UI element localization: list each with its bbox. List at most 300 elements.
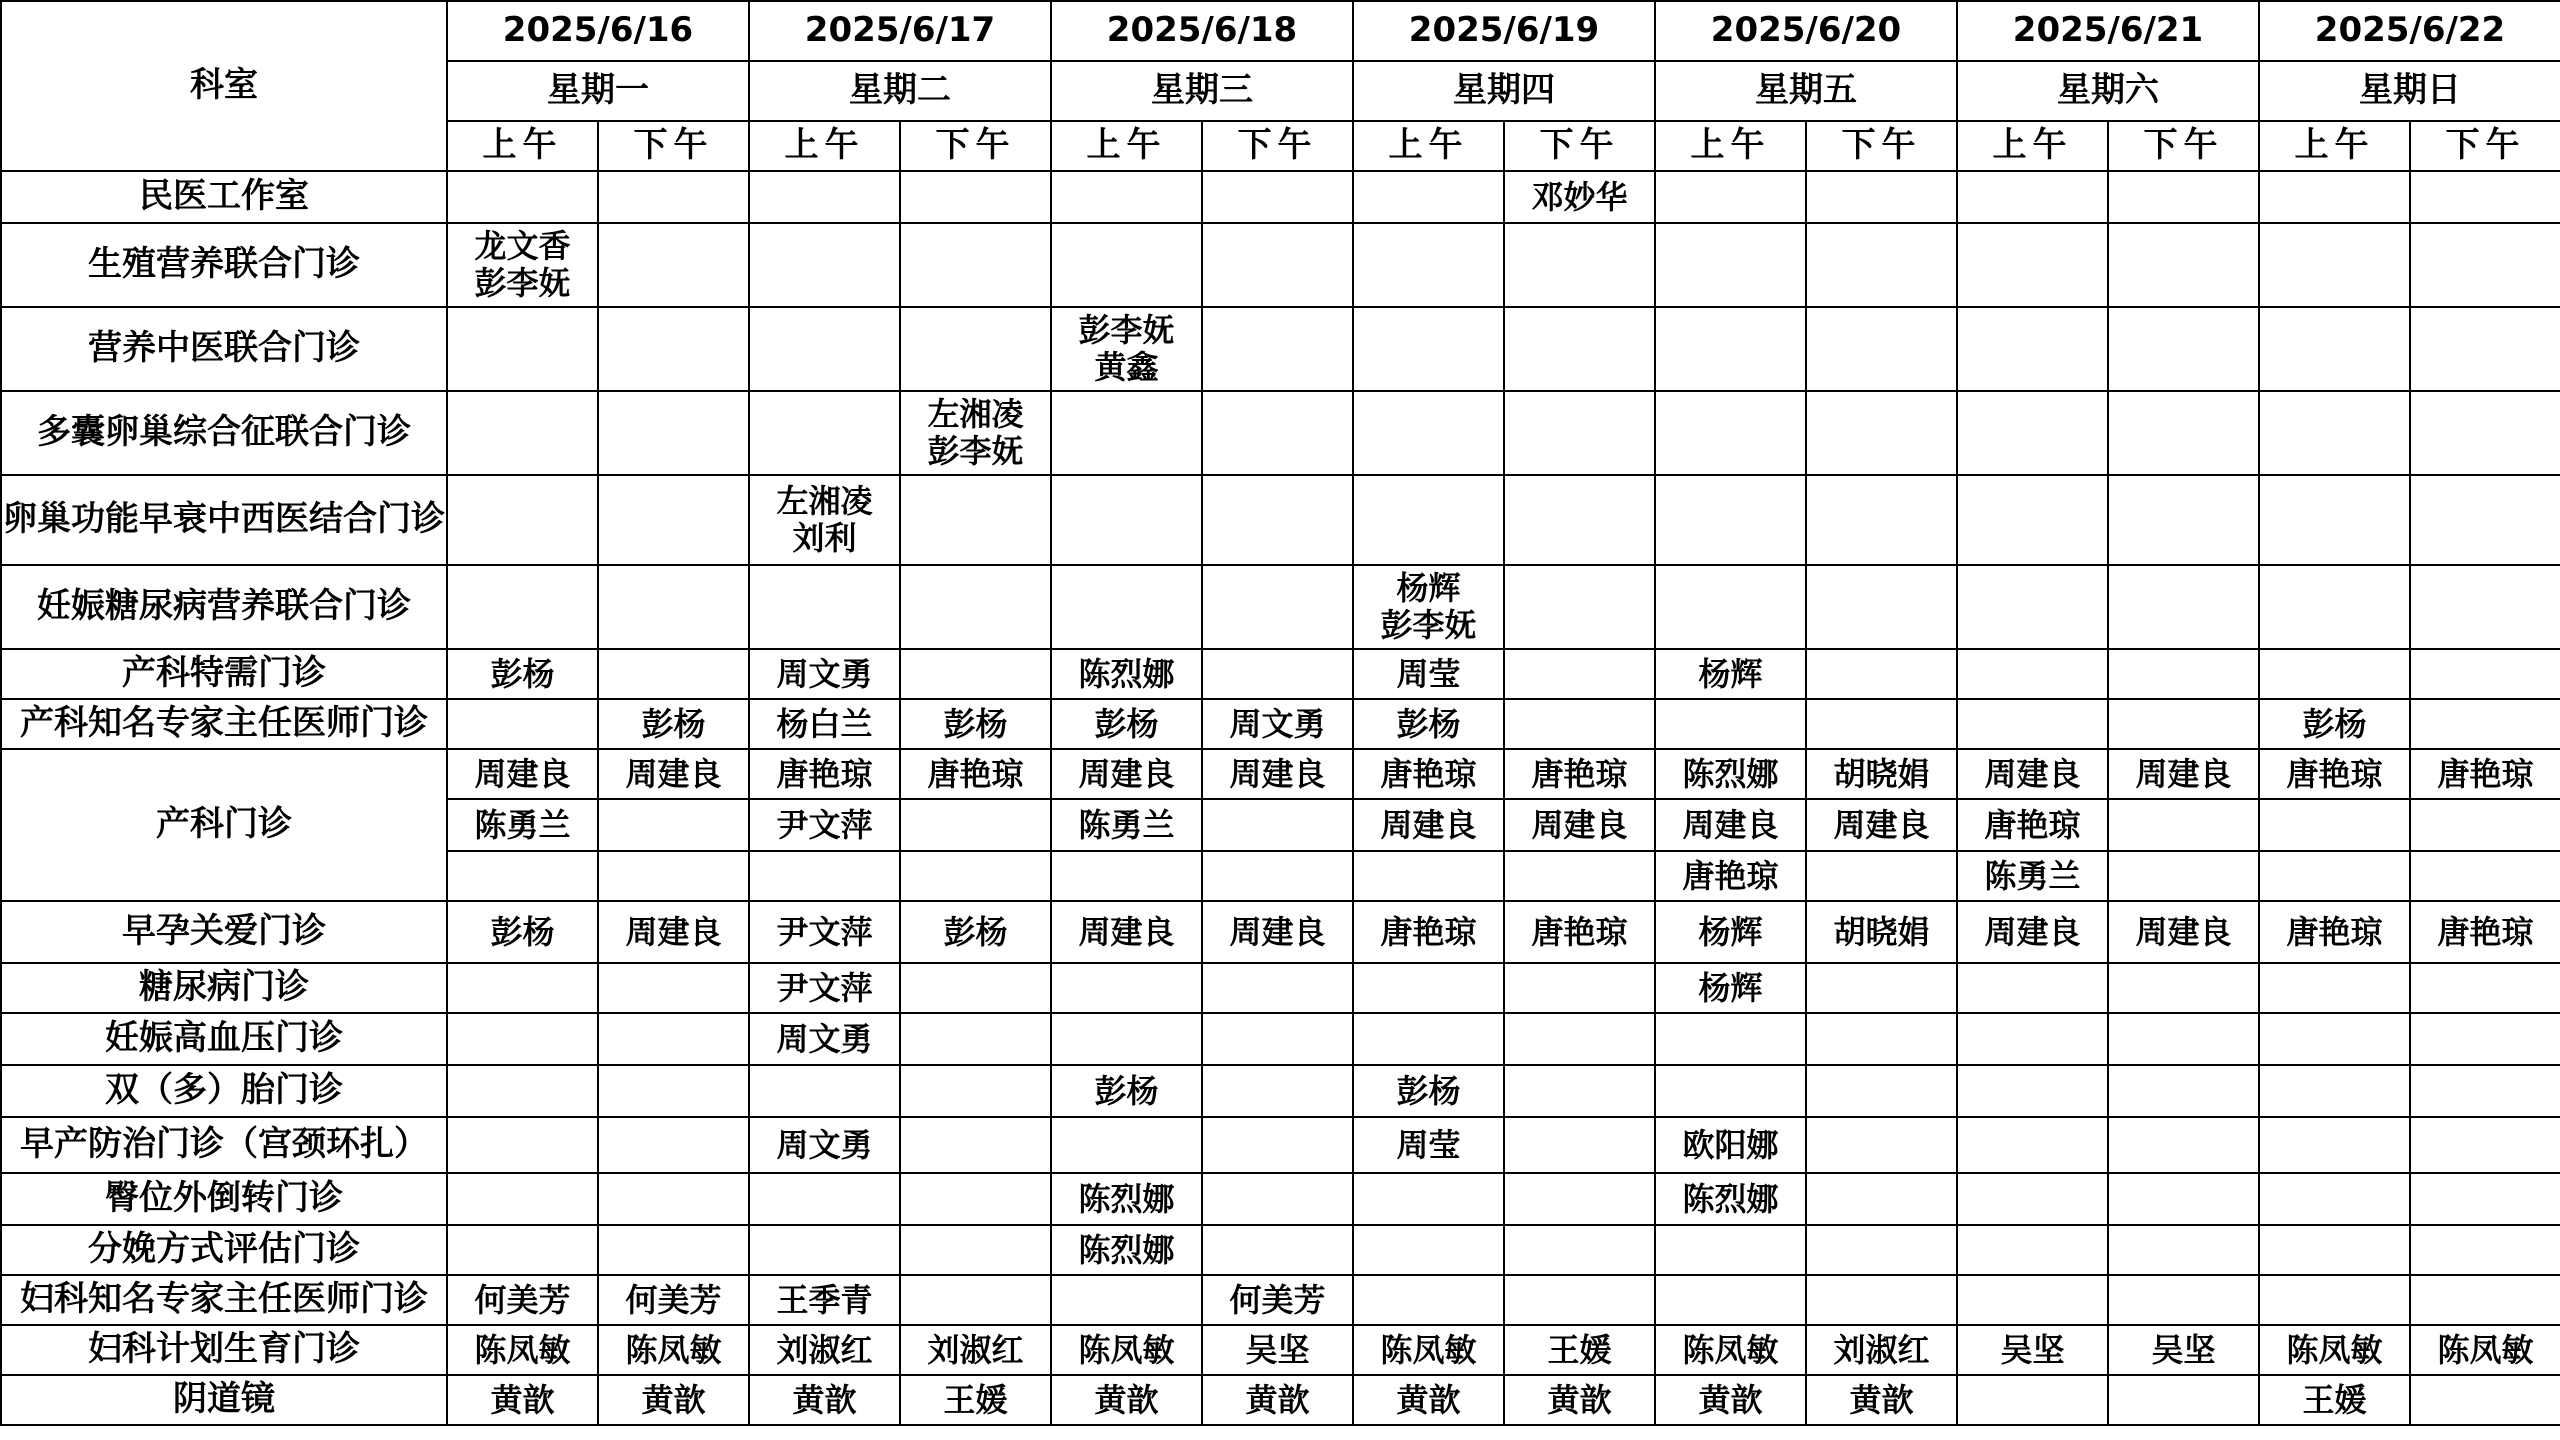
doctor-cell [1051, 223, 1202, 307]
doctor-cell [749, 565, 900, 649]
doctor-cell [2259, 391, 2410, 475]
doctor-name: 周建良 [625, 912, 722, 951]
table-row [1, 171, 2560, 223]
doctor-cell [1051, 963, 1202, 1013]
doctor-name: 唐艳琼 [2437, 912, 2534, 951]
doctor-cell [1655, 565, 1806, 649]
doctor-cell [1353, 223, 1504, 307]
doctor-cell [598, 1173, 749, 1225]
doctor-cell [1353, 1117, 1504, 1173]
doctor-cell [900, 1065, 1051, 1117]
doctor-name: 彭杨 [2302, 704, 2367, 743]
doctor-cell [1202, 565, 1353, 649]
doctor-cell [749, 901, 900, 963]
doctor-cell [2410, 799, 2560, 851]
doctor-name: 唐艳琼 [1984, 805, 2081, 844]
doctor-cell [749, 1173, 900, 1225]
doctor-cell [749, 1275, 900, 1325]
doctor-cell [1504, 963, 1655, 1013]
doctor-cell [2108, 391, 2259, 475]
doctor-cell [2108, 1013, 2259, 1065]
doctor-name: 陈凤敏 [1380, 1330, 1477, 1369]
doctor-cell [2410, 223, 2560, 307]
doctor-cell [749, 799, 900, 851]
doctor-cell [1806, 1117, 1957, 1173]
doctor-cell [1806, 901, 1957, 963]
doctor-cell [2108, 475, 2259, 565]
doctor-cell [900, 391, 1051, 475]
doctor-cell [2259, 1065, 2410, 1117]
doctor-name: 彭杨 [1396, 1071, 1461, 1110]
doctor-name: 陈烈娜 [1078, 1230, 1175, 1269]
doctor-cell [749, 963, 900, 1013]
doctor-cell [2108, 1275, 2259, 1325]
doctor-cell [1504, 565, 1655, 649]
doctor-cell [447, 851, 598, 901]
table-row [1, 699, 2560, 749]
doctor-name: 陈凤敏 [474, 1330, 571, 1369]
doctor-cell [1655, 171, 1806, 223]
doctor-cell [1202, 475, 1353, 565]
table-row [1, 391, 2560, 475]
doctor-cell [1051, 1117, 1202, 1173]
doctor-cell [1202, 1117, 1353, 1173]
table-row [1, 1065, 2560, 1117]
doctor-cell [447, 1117, 598, 1173]
doctor-cell [1202, 901, 1353, 963]
period-pm-header: 下午 [1504, 121, 1655, 171]
doctor-cell [900, 749, 1051, 799]
doctor-cell [1353, 851, 1504, 901]
doctor-cell [900, 699, 1051, 749]
doctor-cell [1806, 851, 1957, 901]
doctor-cell [900, 851, 1051, 901]
doctor-cell [1051, 901, 1202, 963]
period-pm-header: 下午 [1202, 121, 1353, 171]
doctor-cell [749, 649, 900, 699]
weekday-header: 星期四 [1353, 61, 1655, 121]
doctor-name: 何美芳 [625, 1280, 722, 1319]
doctor-cell [2259, 749, 2410, 799]
doctor-cell [1957, 391, 2108, 475]
doctor-name: 彭李妩 [1078, 311, 1175, 350]
doctor-cell [598, 475, 749, 565]
doctor-cell [1504, 1375, 1655, 1425]
doctor-cell [2410, 1117, 2560, 1173]
table-row [1, 963, 2560, 1013]
doctor-name: 周建良 [1984, 912, 2081, 951]
doctor-name: 何美芳 [1229, 1280, 1326, 1319]
doctor-cell [1957, 649, 2108, 699]
doctor-cell [1051, 565, 1202, 649]
doctor-name: 唐艳琼 [1531, 912, 1628, 951]
doctor-name: 周建良 [2135, 912, 2232, 951]
doctor-name: 陈凤敏 [2437, 1330, 2534, 1369]
doctor-cell [1655, 749, 1806, 799]
doctor-cell [1051, 649, 1202, 699]
doctor-cell [2410, 1013, 2560, 1065]
doctor-cell [2410, 1225, 2560, 1275]
department-cell: 生殖营养联合门诊 [1, 223, 447, 307]
doctor-name: 王季青 [776, 1280, 873, 1319]
doctor-name: 左湘凌 [776, 482, 873, 521]
doctor-cell [749, 1325, 900, 1375]
doctor-name: 胡晓娟 [1833, 912, 1930, 951]
doctor-cell [1504, 851, 1655, 901]
doctor-cell [1202, 223, 1353, 307]
doctor-cell [1655, 799, 1806, 851]
dept-header: 科室 [1, 1, 447, 171]
doctor-cell [1051, 799, 1202, 851]
doctor-cell [1957, 749, 2108, 799]
doctor-cell [900, 565, 1051, 649]
doctor-name: 陈凤敏 [1078, 1330, 1175, 1369]
doctor-cell [2410, 699, 2560, 749]
doctor-cell [900, 1275, 1051, 1325]
doctor-cell [2259, 1013, 2410, 1065]
doctor-cell [1957, 223, 2108, 307]
doctor-cell [2108, 963, 2259, 1013]
doctor-cell [1806, 1275, 1957, 1325]
doctor-cell [1655, 307, 1806, 391]
doctor-cell [447, 1013, 598, 1065]
doctor-name: 黄歆 [490, 1380, 555, 1419]
doctor-cell [1806, 749, 1957, 799]
doctor-cell [2410, 963, 2560, 1013]
doctor-name: 周建良 [1229, 754, 1326, 793]
doctor-cell [1806, 565, 1957, 649]
doctor-cell [2410, 1173, 2560, 1225]
doctor-cell [447, 699, 598, 749]
doctor-cell [749, 307, 900, 391]
doctor-cell [1806, 799, 1957, 851]
doctor-cell [900, 1225, 1051, 1275]
table-row [1, 565, 2560, 649]
weekday-header: 星期一 [447, 61, 749, 121]
doctor-cell [2108, 1375, 2259, 1425]
doctor-cell [900, 1013, 1051, 1065]
doctor-name: 邓妙华 [1531, 177, 1628, 216]
doctor-cell [1353, 649, 1504, 699]
doctor-cell [749, 171, 900, 223]
doctor-cell [1957, 963, 2108, 1013]
doctor-cell [598, 699, 749, 749]
doctor-cell [1202, 1065, 1353, 1117]
date-header: 2025/6/17 [749, 1, 1051, 61]
doctor-cell [1504, 799, 1655, 851]
doctor-name: 陈烈娜 [1682, 1179, 1779, 1218]
table-row [1, 475, 2560, 565]
doctor-cell [1353, 963, 1504, 1013]
doctor-cell [1202, 307, 1353, 391]
doctor-cell [1655, 1275, 1806, 1325]
doctor-cell [900, 649, 1051, 699]
doctor-cell [900, 1173, 1051, 1225]
doctor-cell [1353, 171, 1504, 223]
doctor-cell [1202, 963, 1353, 1013]
department-cell: 早产防治门诊（宫颈环扎） [1, 1117, 447, 1173]
doctor-cell [900, 1325, 1051, 1375]
doctor-cell [1655, 1173, 1806, 1225]
doctor-name: 周建良 [1682, 805, 1779, 844]
doctor-cell [1504, 1173, 1655, 1225]
doctor-name: 唐艳琼 [1682, 856, 1779, 895]
doctor-name: 黄歆 [792, 1380, 857, 1419]
doctor-cell [1353, 307, 1504, 391]
doctor-cell [2108, 565, 2259, 649]
doctor-cell [1051, 1375, 1202, 1425]
doctor-cell [1353, 565, 1504, 649]
doctor-name: 黄歆 [1849, 1380, 1914, 1419]
doctor-cell [1957, 799, 2108, 851]
doctor-cell [1051, 171, 1202, 223]
doctor-name: 周莹 [1396, 654, 1461, 693]
doctor-cell [900, 1375, 1051, 1425]
doctor-name: 唐艳琼 [2437, 754, 2534, 793]
doctor-cell [2410, 307, 2560, 391]
date-header: 2025/6/21 [1957, 1, 2259, 61]
doctor-cell [447, 1325, 598, 1375]
doctor-cell [447, 901, 598, 963]
doctor-cell [2259, 649, 2410, 699]
doctor-cell [1504, 1275, 1655, 1325]
doctor-name: 刘淑红 [927, 1330, 1024, 1369]
doctor-name: 唐艳琼 [2286, 912, 2383, 951]
doctor-cell [1957, 1275, 2108, 1325]
doctor-name: 彭杨 [641, 704, 706, 743]
doctor-cell [1806, 1375, 1957, 1425]
doctor-cell [1051, 307, 1202, 391]
doctor-name: 周建良 [1833, 805, 1930, 844]
doctor-cell [1353, 1065, 1504, 1117]
doctor-name: 尹文萍 [776, 805, 873, 844]
doctor-name: 黄歆 [1396, 1380, 1461, 1419]
doctor-name: 彭杨 [1094, 704, 1159, 743]
doctor-cell [2259, 475, 2410, 565]
doctor-cell [2410, 1065, 2560, 1117]
doctor-name: 黄歆 [641, 1380, 706, 1419]
weekday-header: 星期六 [1957, 61, 2259, 121]
doctor-name: 陈勇兰 [1078, 805, 1175, 844]
doctor-cell [1353, 475, 1504, 565]
department-cell: 糖尿病门诊 [1, 963, 447, 1013]
doctor-name: 杨辉 [1698, 654, 1763, 693]
doctor-cell [2259, 1173, 2410, 1225]
doctor-cell [447, 1065, 598, 1117]
doctor-cell [2108, 901, 2259, 963]
doctor-cell [749, 749, 900, 799]
doctor-name: 周建良 [2135, 754, 2232, 793]
doctor-cell [2259, 1225, 2410, 1275]
department-cell: 妇科知名专家主任医师门诊 [1, 1275, 447, 1325]
doctor-cell [1051, 475, 1202, 565]
doctor-name: 王媛 [2302, 1380, 2367, 1419]
table-row [1, 1375, 2560, 1425]
doctor-cell [598, 307, 749, 391]
doctor-cell [2108, 223, 2259, 307]
doctor-cell [1051, 391, 1202, 475]
doctor-name: 唐艳琼 [1531, 754, 1628, 793]
doctor-cell [1806, 391, 1957, 475]
doctor-cell [2108, 699, 2259, 749]
doctor-cell [749, 391, 900, 475]
doctor-cell [1655, 851, 1806, 901]
doctor-cell [1504, 649, 1655, 699]
doctor-cell [598, 1275, 749, 1325]
doctor-cell [1353, 749, 1504, 799]
doctor-cell [598, 1117, 749, 1173]
doctor-cell [1504, 699, 1655, 749]
doctor-cell [900, 963, 1051, 1013]
doctor-cell [2259, 799, 2410, 851]
period-am-header: 上午 [1353, 121, 1504, 171]
doctor-name: 周文勇 [1229, 704, 1326, 743]
doctor-cell [447, 649, 598, 699]
period-pm-header: 下午 [2410, 121, 2560, 171]
doctor-name: 刘淑红 [776, 1330, 873, 1369]
doctor-name: 黄歆 [1094, 1380, 1159, 1419]
doctor-cell [598, 851, 749, 901]
doctor-name: 彭李妩 [927, 432, 1024, 470]
doctor-name: 陈烈娜 [1682, 754, 1779, 793]
doctor-name: 彭李妩 [474, 264, 571, 302]
doctor-cell [749, 1117, 900, 1173]
department-cell: 妇科计划生育门诊 [1, 1325, 447, 1375]
doctor-cell [1806, 1325, 1957, 1375]
doctor-cell [1051, 699, 1202, 749]
doctor-name: 周建良 [1984, 754, 2081, 793]
period-pm-header: 下午 [598, 121, 749, 171]
doctor-cell [598, 565, 749, 649]
doctor-name: 彭杨 [490, 912, 555, 951]
doctor-cell [2259, 1117, 2410, 1173]
doctor-cell [1504, 1065, 1655, 1117]
doctor-cell [1806, 1173, 1957, 1225]
doctor-cell [1353, 1225, 1504, 1275]
doctor-cell [2108, 799, 2259, 851]
date-header: 2025/6/22 [2259, 1, 2560, 61]
doctor-name: 唐艳琼 [776, 754, 873, 793]
doctor-cell [900, 1117, 1051, 1173]
doctor-cell [2410, 1325, 2560, 1375]
doctor-cell [1353, 699, 1504, 749]
date-header: 2025/6/19 [1353, 1, 1655, 61]
doctor-cell [1655, 1225, 1806, 1275]
doctor-name: 周文勇 [776, 1125, 873, 1164]
doctor-cell [598, 223, 749, 307]
doctor-cell [1655, 1375, 1806, 1425]
doctor-cell [1202, 1325, 1353, 1375]
doctor-cell [598, 749, 749, 799]
doctor-cell [2259, 851, 2410, 901]
doctor-cell [447, 963, 598, 1013]
doctor-cell [1655, 223, 1806, 307]
doctor-name: 周建良 [625, 754, 722, 793]
doctor-cell [749, 223, 900, 307]
doctor-name: 黄歆 [1698, 1380, 1763, 1419]
doctor-cell [1957, 1117, 2108, 1173]
doctor-cell [2410, 649, 2560, 699]
doctor-cell [1202, 799, 1353, 851]
doctor-cell [447, 749, 598, 799]
doctor-cell [1806, 475, 1957, 565]
doctor-cell [1051, 1325, 1202, 1375]
doctor-cell [900, 171, 1051, 223]
department-cell: 双（多）胎门诊 [1, 1065, 447, 1117]
doctor-cell [1051, 1173, 1202, 1225]
doctor-cell [1051, 1013, 1202, 1065]
doctor-cell [2410, 1275, 2560, 1325]
doctor-cell [1353, 1275, 1504, 1325]
doctor-cell [2259, 223, 2410, 307]
doctor-cell [749, 1225, 900, 1275]
table-row [1, 1117, 2560, 1173]
doctor-cell [1806, 1225, 1957, 1275]
period-am-header: 上午 [2259, 121, 2410, 171]
doctor-cell [1353, 1173, 1504, 1225]
doctor-cell [2410, 901, 2560, 963]
doctor-cell [1202, 171, 1353, 223]
doctor-cell [598, 1013, 749, 1065]
doctor-name: 陈烈娜 [1078, 1179, 1175, 1218]
doctor-cell [2108, 1117, 2259, 1173]
doctor-name: 周建良 [1531, 805, 1628, 844]
doctor-name: 彭杨 [490, 654, 555, 693]
doctor-name: 陈凤敏 [2286, 1330, 2383, 1369]
table-row [1, 1013, 2560, 1065]
doctor-cell [1202, 1275, 1353, 1325]
doctor-cell [598, 649, 749, 699]
department-cell: 卵巢功能早衰中西医结合门诊 [1, 475, 447, 565]
doctor-cell [2259, 699, 2410, 749]
doctor-name: 黄歆 [1547, 1380, 1612, 1419]
doctor-cell [598, 1065, 749, 1117]
doctor-name: 刘利 [792, 519, 857, 557]
table-row [1, 901, 2560, 963]
doctor-cell [1806, 1013, 1957, 1065]
doctor-cell [2108, 1225, 2259, 1275]
doctor-cell [2108, 1173, 2259, 1225]
doctor-cell [1504, 1225, 1655, 1275]
doctor-cell [1655, 649, 1806, 699]
doctor-cell [1202, 749, 1353, 799]
doctor-cell [2108, 171, 2259, 223]
doctor-name: 陈烈娜 [1078, 654, 1175, 693]
doctor-cell [1504, 223, 1655, 307]
department-cell: 多囊卵巢综合征联合门诊 [1, 391, 447, 475]
table-row [1, 1325, 2560, 1375]
doctor-name: 周建良 [1078, 912, 1175, 951]
doctor-cell [1957, 1375, 2108, 1425]
doctor-cell [1051, 1275, 1202, 1325]
doctor-cell [2410, 565, 2560, 649]
department-cell: 阴道镜 [1, 1375, 447, 1425]
doctor-name: 彭李妩 [1380, 606, 1477, 644]
period-am-header: 上午 [1051, 121, 1202, 171]
doctor-cell [2410, 749, 2560, 799]
doctor-cell [1504, 391, 1655, 475]
doctor-name: 王媛 [943, 1380, 1008, 1419]
doctor-cell [1655, 391, 1806, 475]
doctor-cell [1957, 1013, 2108, 1065]
doctor-cell [447, 1225, 598, 1275]
doctor-cell [1655, 475, 1806, 565]
doctor-cell [2259, 565, 2410, 649]
doctor-cell [1806, 1065, 1957, 1117]
doctor-cell [1353, 391, 1504, 475]
doctor-cell [1806, 223, 1957, 307]
doctor-cell [598, 1225, 749, 1275]
